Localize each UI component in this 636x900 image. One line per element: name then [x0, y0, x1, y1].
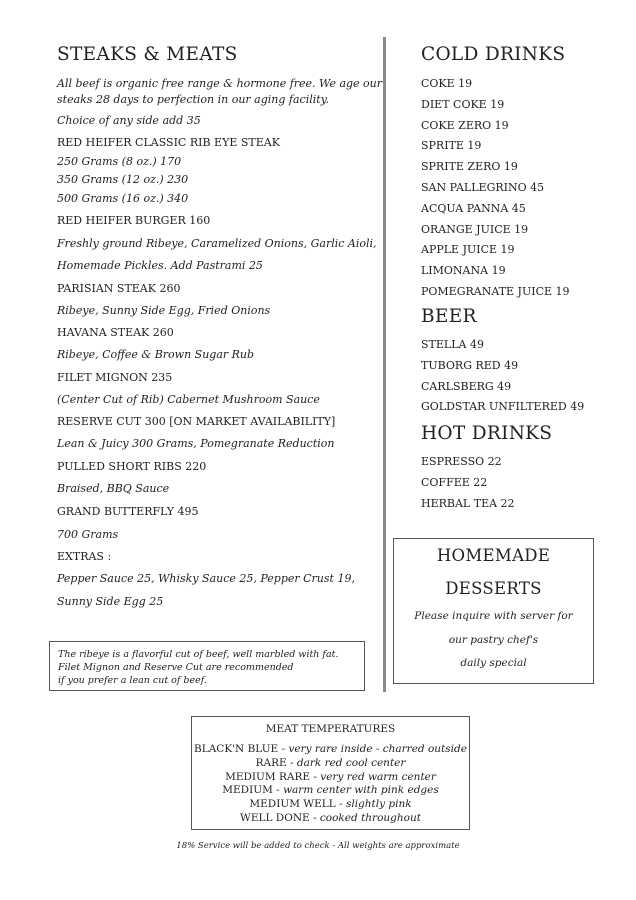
meat-temperatures-title: MEAT TEMPERATURES	[265, 723, 396, 735]
cold-drinks-heading: COLD DRINKS	[421, 44, 566, 65]
drink-item: TUBORG RED 49	[421, 358, 519, 372]
desserts-text-line: daily special	[460, 657, 527, 669]
temperature-row: MEDIUM RARE - very red warm center	[225, 770, 436, 783]
menu-item-description: 250 Grams (8 oz.) 170	[57, 155, 182, 168]
desserts-title-line: HOMEMADE	[436, 546, 551, 565]
drink-item: COFFEE 22	[421, 475, 488, 489]
drink-item: CARLSBERG 49	[421, 379, 512, 393]
menu-item-name: PULLED SHORT RIBS 220	[57, 460, 207, 473]
menu-item-name: RESERVE CUT 300 [ON MARKET AVAILABILITY]	[57, 415, 336, 428]
menu-item-description: 700 Grams	[57, 528, 119, 541]
menu-item-description: Homemade Pickles. Add Pastrami 25	[57, 259, 263, 272]
meat-temperatures-box	[191, 716, 470, 830]
temperature-description: slightly pink	[345, 798, 412, 811]
temperature-name: WELL DONE	[240, 812, 310, 824]
drink-item: ACQUA PANNA 45	[421, 201, 526, 215]
menu-item-name: PARISIAN STEAK 260	[57, 282, 181, 295]
column-divider	[383, 37, 386, 692]
menu-item-name: EXTRAS :	[57, 550, 112, 563]
temperature-row: MEDIUM - warm center with pink edges	[222, 784, 439, 797]
menu-item-description: Ribeye, Sunny Side Egg, Fried Onions	[57, 304, 271, 317]
temperature-description: warm center with pink edges	[283, 784, 439, 797]
temperature-name: BLACK'N BLUE	[194, 743, 279, 755]
menu-item-name: HAVANA STEAK 260	[57, 326, 174, 339]
drink-item: COKE ZERO 19	[421, 118, 509, 132]
menu-item-name: GRAND BUTTERFLY 495	[57, 505, 199, 518]
menu-item-description: 500 Grams (16 oz.) 340	[57, 192, 189, 205]
drink-item: COKE 19	[421, 77, 473, 90]
note-line: The ribeye is a flavorful cut of beef, well marbled with fat.	[58, 649, 339, 660]
menu-item-name: RED HEIFER BURGER 160	[57, 214, 211, 227]
menu-item-description: 350 Grams (12 oz.) 230	[57, 173, 189, 186]
side-note: Choice of any side add 35	[57, 114, 201, 127]
drink-item: ESPRESSO 22	[421, 455, 502, 468]
drink-item: APPLE JUICE 19	[421, 243, 515, 257]
note-line: if you prefer a lean cut of beef.	[58, 675, 207, 686]
temperature-row: RARE - dark red cool center	[255, 756, 406, 769]
menu-item-description: Braised, BBQ Sauce	[57, 482, 170, 495]
drink-item: SAN PALLEGRINO 45	[421, 181, 545, 194]
menu-item-description: Freshly ground Ribeye, Caramelized Onions, Garlic Aioli,	[57, 237, 377, 250]
temperature-description: cooked throughout	[319, 812, 421, 824]
desserts-text-line: our pastry chef's	[448, 634, 539, 646]
drink-item: DIET COKE 19	[421, 97, 505, 111]
temperature-name: MEDIUM RARE	[225, 770, 311, 783]
desserts-title-line: DESSERTS	[445, 579, 542, 598]
beer-heading: BEER	[421, 306, 477, 327]
temperature-description: very rare inside - charred outside	[288, 743, 467, 755]
drink-item: ORANGE JUICE 19	[421, 222, 529, 236]
drink-item: LIMONANA 19	[421, 264, 506, 278]
menu-item-description: Ribeye, Coffee & Brown Sugar Rub	[57, 348, 255, 361]
drink-item: GOLDSTAR UNFILTERED 49	[421, 400, 585, 414]
temperature-name: RARE	[255, 756, 287, 769]
temperature-description: very red warm center	[320, 770, 436, 783]
menu-item-description: (Center Cut of Rib) Cabernet Mushroom Sauce	[57, 393, 320, 406]
drink-item: SPRITE ZERO 19	[421, 160, 518, 174]
temperature-name: MEDIUM WELL	[249, 798, 336, 811]
drink-item: STELLA 49	[421, 338, 484, 351]
hot-drinks-heading: HOT DRINKS	[421, 423, 553, 444]
service-footer: 18% Service will be added to check - All weights are approximate	[176, 841, 460, 851]
temperature-name: MEDIUM	[222, 784, 273, 797]
temperature-row: MEDIUM WELL - slightly pink	[249, 798, 412, 811]
steaks-intro-line: steaks 28 days to perfection in our aging facility.	[57, 93, 329, 106]
menu-item-name: RED HEIFER CLASSIC RIB EYE STEAK	[57, 136, 280, 149]
menu-item-description: Sunny Side Egg 25	[57, 595, 164, 608]
steaks-intro-line: All beef is organic free range & hormone free. We age our	[57, 77, 383, 90]
menu-item-name: FILET MIGNON 235	[57, 371, 173, 384]
note-line: Filet Mignon and Reserve Cut are recommended	[58, 662, 294, 673]
ribeye-note-box	[49, 641, 365, 691]
temperature-row: BLACK'N BLUE - very rare inside - charred outside	[194, 743, 467, 755]
temperature-description: dark red cool center	[296, 756, 406, 769]
drink-item: SPRITE 19	[421, 139, 482, 153]
desserts-box	[393, 538, 594, 684]
desserts-text-line: Please inquire with server for	[414, 610, 573, 622]
menu-item-description: Pepper Sauce 25, Whisky Sauce 25, Pepper Crust 19,	[57, 572, 355, 585]
temperature-row: WELL DONE - cooked throughout	[240, 812, 421, 824]
drink-item: POMEGRANATE JUICE 19	[421, 285, 570, 298]
menu-item-description: Lean & Juicy 300 Grams, Pomegranate Reduction	[57, 437, 335, 450]
steaks-meats-heading: STEAKS & MEATS	[57, 44, 238, 65]
drink-item: HERBAL TEA 22	[421, 496, 515, 510]
